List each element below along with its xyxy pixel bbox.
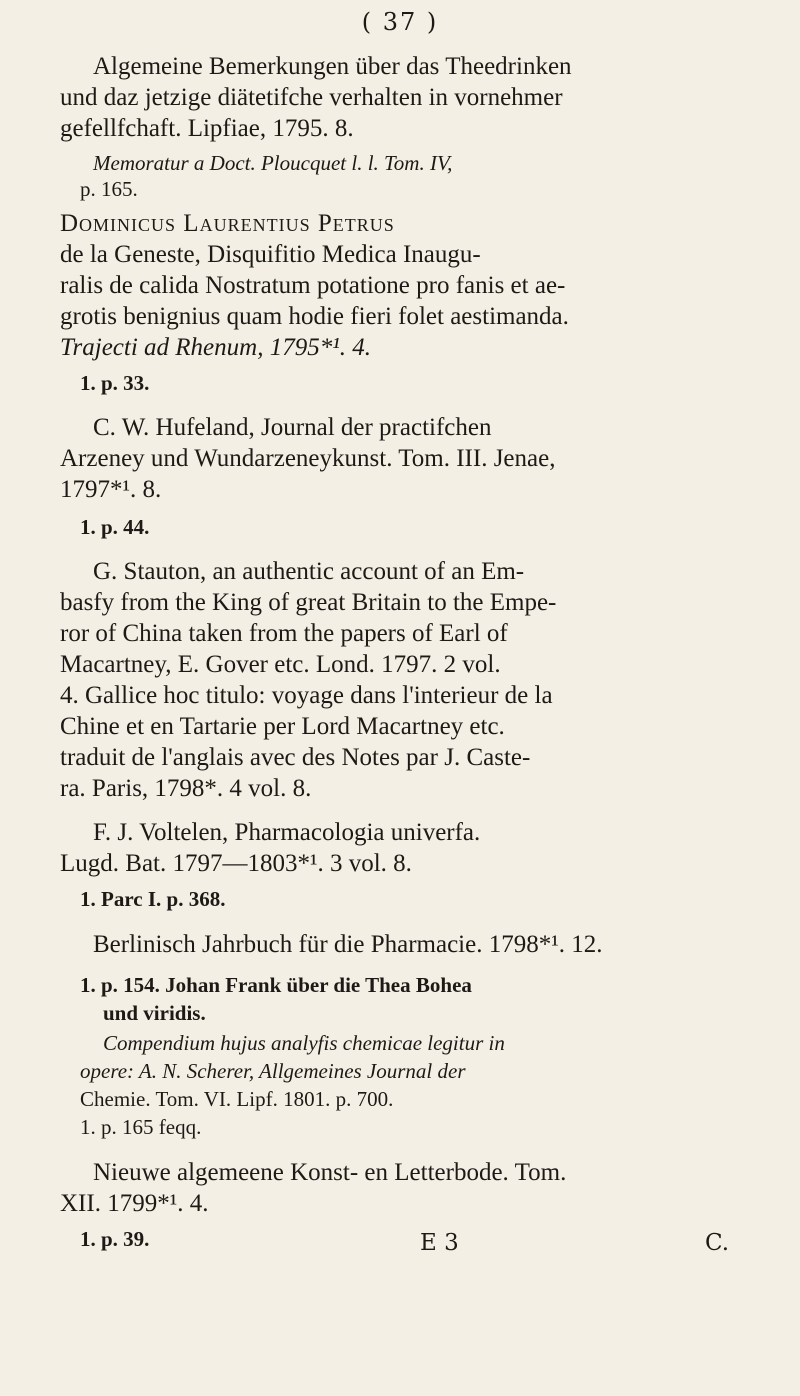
note-line: p. 165. — [80, 177, 138, 201]
ref-line: 1. p. 44. — [80, 515, 150, 539]
author-line: G. Stauton, an authentic account of an Em- — [93, 558, 525, 585]
catchword: C. — [705, 1230, 730, 1256]
entry-line: Lugd. Bat. 1797—1803*¹. 3 vol. 8. — [60, 850, 412, 877]
entry-line: basfy from the King of great Britain to the Empe- — [60, 589, 557, 616]
entry-line: ra. Paris, 1798*. 4 vol. 8. — [60, 775, 312, 802]
entry-line: de la Geneste, Disquifitio Medica Inaugu- — [60, 241, 481, 268]
entry-line: Berlinisch Jahrbuch für die Pharmacie. 1798*¹. 12. — [93, 931, 603, 958]
entry-line: Arzeney und Wundarzeneykunst. Tom. III. Jenae, — [60, 445, 556, 472]
entry-line: grotis benignius quam hodie fieri folet aestimanda. — [60, 303, 569, 330]
ref-line: 1. p. 39. — [80, 1227, 150, 1251]
page-number: ( 37 ) — [361, 8, 439, 36]
entry-line: ror of China taken from the papers of Earl of — [60, 620, 508, 647]
entry-line: ralis de calida Nostratum potatione pro fanis et ae- — [60, 272, 566, 299]
author-line: C. W. Hufeland, Journal der practifchen — [93, 414, 492, 441]
note-line: Compendium hujus analyfis chemicae legitur in — [103, 1031, 505, 1055]
note-line: Memoratur a Doct. Ploucquet l. l. Tom. IV, — [93, 151, 453, 175]
entry-line: Chine et en Tartarie per Lord Macartney etc. — [60, 713, 505, 740]
entry-line: Algemeine Bemerkungen über das Theedrinken — [93, 53, 572, 80]
entry-line: und daz jetzige diätetifche verhalten in vornehmer — [60, 84, 563, 111]
entry-line: 4. Gallice hoc titulo: voyage dans l'interieur de la — [60, 682, 553, 709]
ref-line: 1. p. 154. Johan Frank über die Thea Bohea — [80, 973, 472, 997]
entry-line: gefellfchaft. Lipfiae, 1795. 8. — [60, 115, 354, 142]
author-line: Dominicus Laurentius Petrus — [60, 210, 395, 237]
author-line: F. J. Voltelen, Pharmacologia univerfa. — [93, 819, 481, 846]
entry-line: XII. 1799*¹. 4. — [60, 1190, 209, 1217]
entry-line: traduit de l'anglais avec des Notes par J. Caste- — [60, 744, 531, 771]
entry-line: 1797*¹. 8. — [60, 476, 162, 503]
ref-line: und viridis. — [103, 1001, 206, 1025]
ref-line: 1. Parc I. p. 368. — [80, 887, 226, 911]
ref-line: 1. p. 33. — [80, 371, 150, 395]
ref-line: 1. p. 165 feqq. — [80, 1115, 202, 1139]
note-line: opere: A. N. Scherer, Allgemeines Journal der — [80, 1059, 466, 1083]
signature-mark: E 3 — [420, 1230, 459, 1256]
entry-line: Nieuwe algemeene Konst- en Letterbode. Tom. — [93, 1159, 567, 1186]
entry-line: Trajecti ad Rhenum, 1795*¹. 4. — [60, 334, 371, 361]
note-line: Chemie. Tom. VI. Lipf. 1801. p. 700. — [80, 1087, 394, 1111]
entry-line: Macartney, E. Gover etc. Lond. 1797. 2 vol. — [60, 651, 501, 678]
